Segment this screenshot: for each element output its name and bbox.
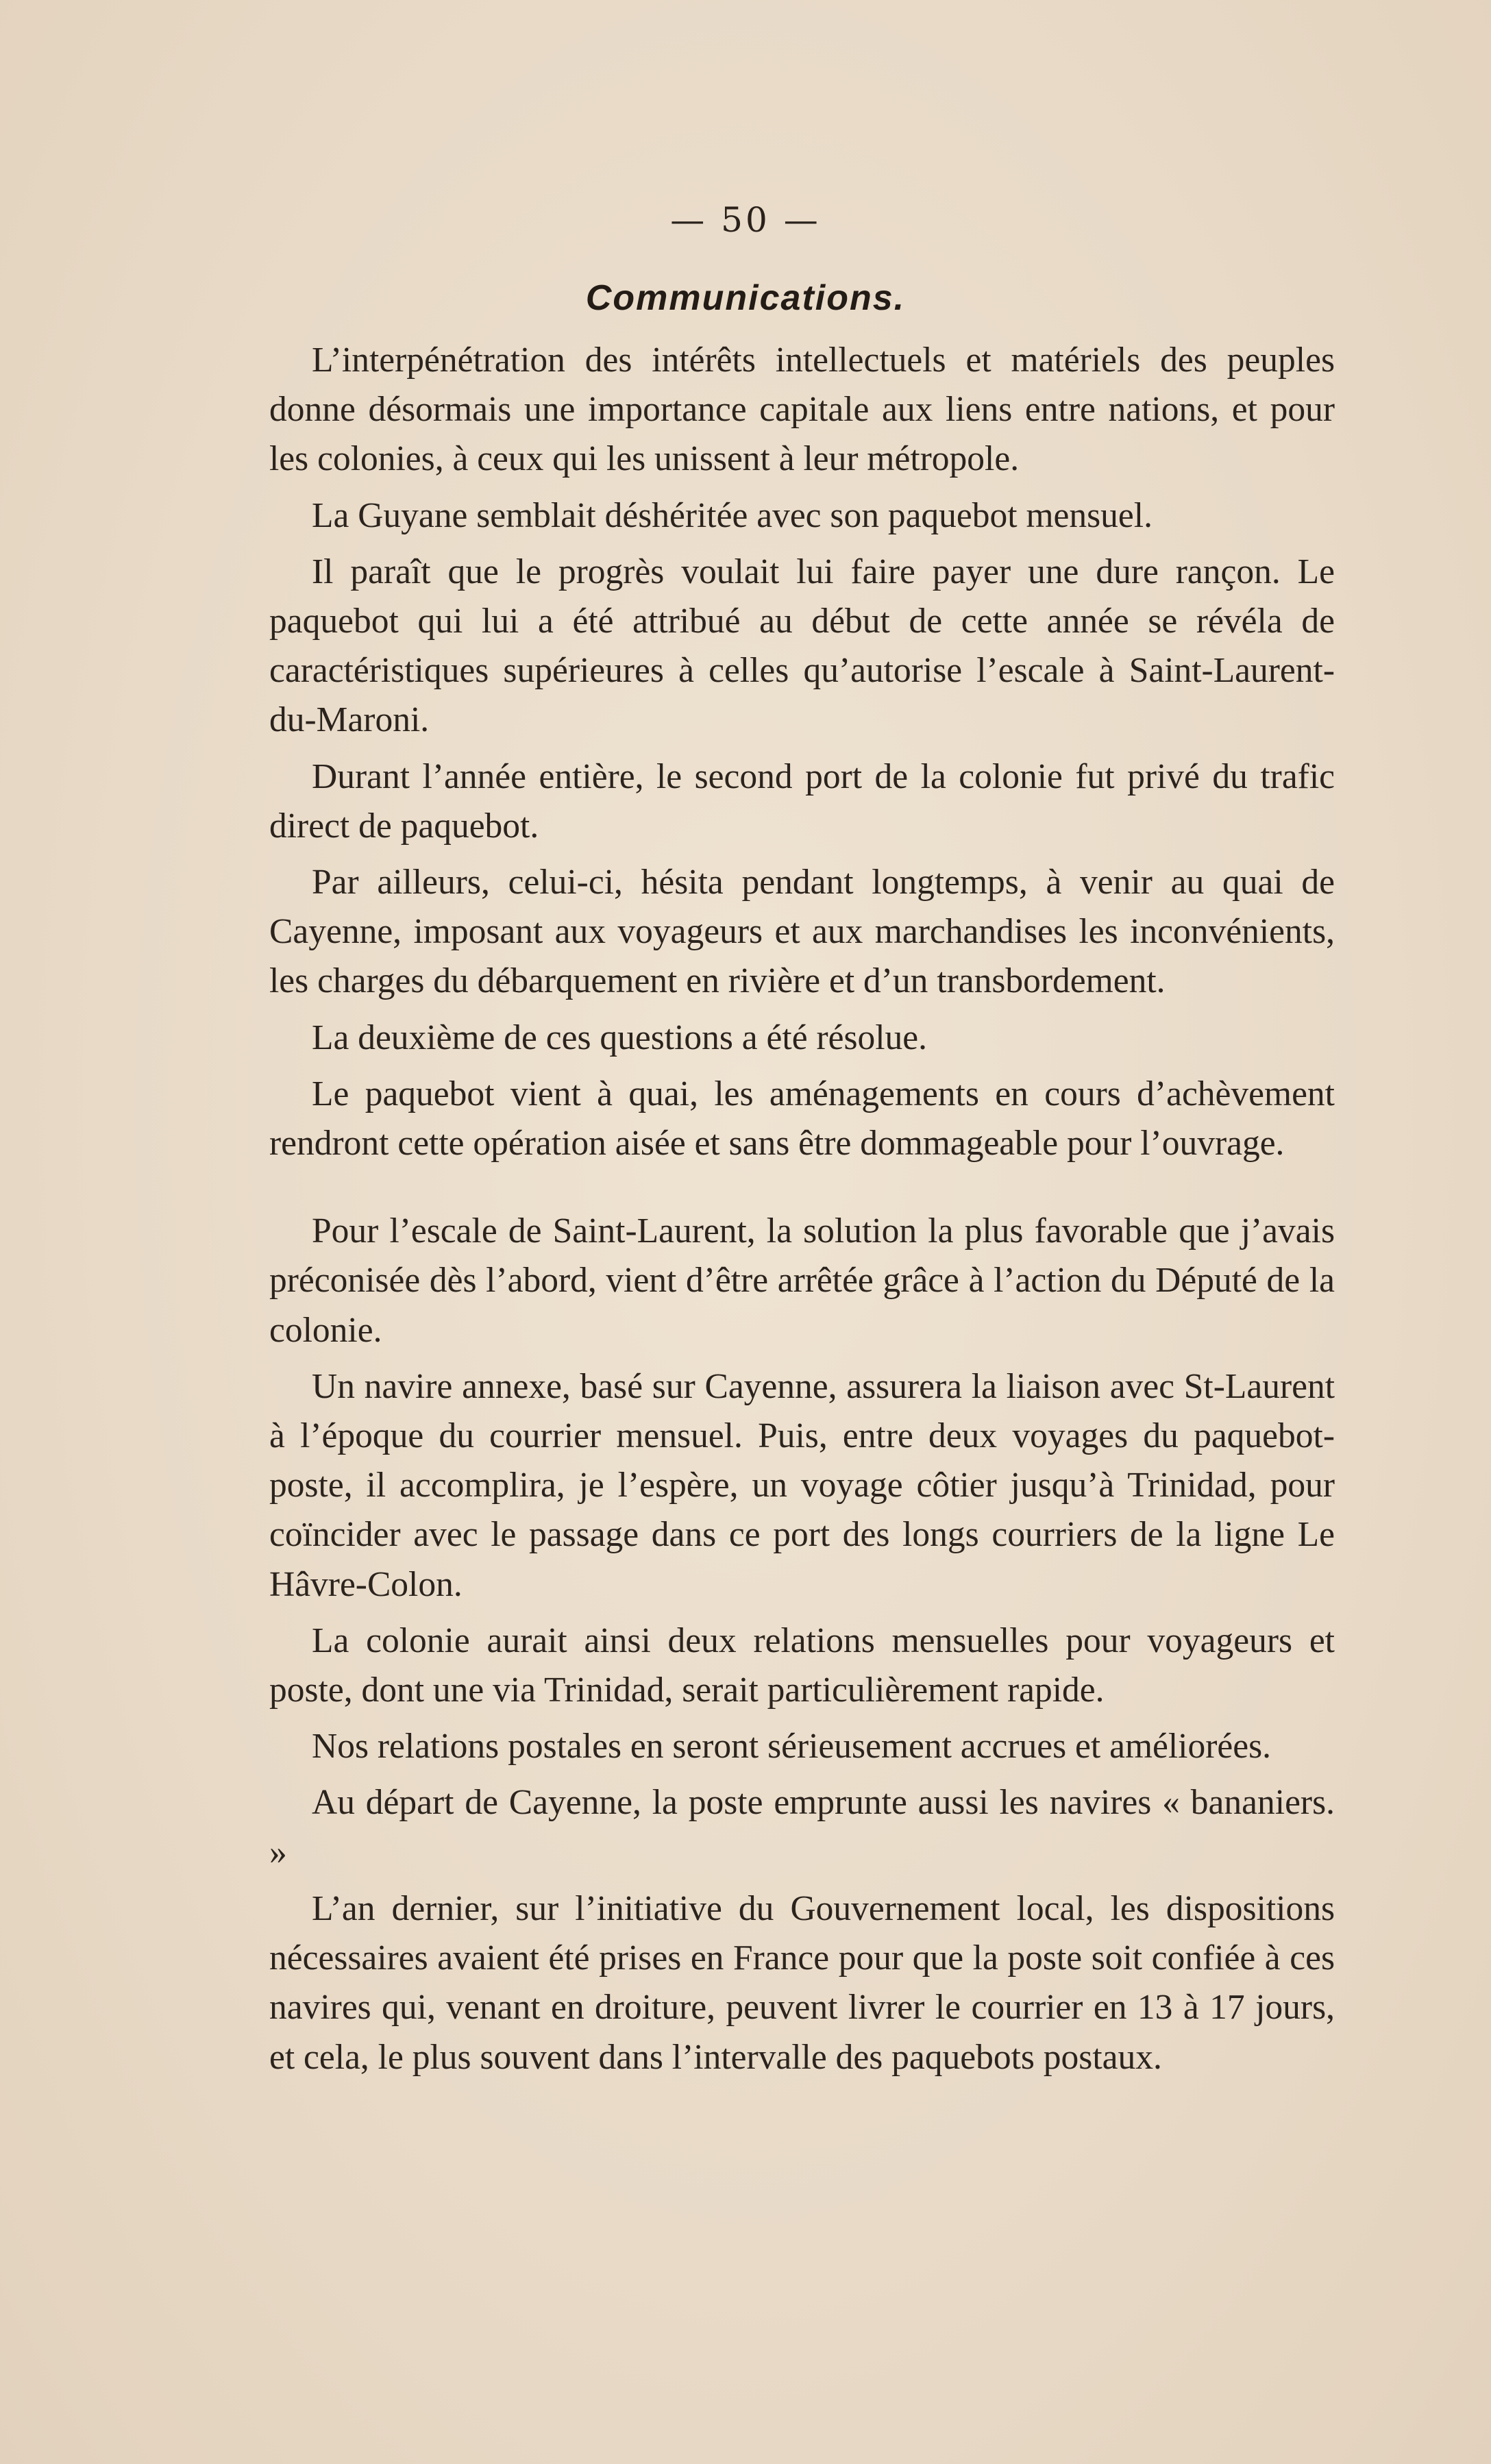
paragraph: Pour l’escale de Saint-Laurent, la solution la plus favorable que j’avais préconisée dès l’abord, vient d’être arrêtée grâce à l’action du Député de la colonie. [269, 1211, 1335, 1350]
paragraph: L’interpénétration des intérêts intellectuels et matériels des peuples donne désormais une importance capitale aux liens entre nations, et pour les colonies, à ceux qui les unissent à leur métropole. [269, 341, 1335, 479]
place-abbreviation: St-Laurent [1183, 1366, 1335, 1406]
paragraph: Le paquebot vient à quai, les aménagements en cours d’achèvement rendront cette opération aisée et sans être dommageable pour l’ouvrage. [269, 1074, 1335, 1163]
page-number: — 50 — [670, 200, 821, 240]
paragraph: Nos relations postales en seront sérieusement accrues et améliorées. [312, 1727, 1272, 1766]
body-text [269, 336, 1335, 2089]
paragraph: La colonie aurait ainsi deux relations mensuelles pour voyageurs et poste, dont une via Trinidad, serait particulièrement rapide. [269, 1621, 1335, 1710]
paragraph-text: à l’époque du courrier mensuel. Puis, entre deux voyages du paquebot-poste, il accomplira, je l’espère, un voyage côtier jusqu’à Trinidad, pour coïncider avec le passage dans ce port des longs courriers de la ligne Le Hâvre-Colon. [269, 1416, 1335, 1604]
paragraph-text: Un navire annexe, basé sur Cayenne, assurera la liaison avec [312, 1366, 1175, 1406]
paragraph: La deuxième de ces questions a été résolue. [312, 1018, 928, 1057]
paragraph: Il paraît que le progrès voulait lui faire payer une dure rançon. Le paquebot qui lui a été attribué au début de cette année se révéla de caractéristiques supérieures à celles qu’autorise l’escale à Saint-Laurent-du-Maroni. [269, 552, 1335, 740]
paragraph: La Guyane semblait déshéritée avec son paquebot mensuel. [312, 495, 1153, 535]
section-title: Communications. [585, 278, 906, 318]
paragraph: Par ailleurs, celui-ci, hésita pendant longtemps, à venir au quai de Cayenne, imposant aux voyageurs et aux marchandises les inconvénients, les charges du débarquement en rivière et d’un transbordement. [269, 863, 1335, 1001]
paragraph: Durant l’année entière, le second port de la colonie fut privé du trafic direct de paquebot. [269, 756, 1335, 846]
paragraph [269, 1362, 1335, 1610]
paragraph: L’an dernier, sur l’initiative du Gouvernement local, les dispositions nécessaires avaient été prises en France pour que la poste soit confiée à ces navires qui, venant en droiture, peuvent livrer le courrier en 13 à 17 jours, et cela, le plus souvent dans l’intervalle des paquebots postaux. [269, 1888, 1335, 2077]
paragraph: Au départ de Cayenne, la poste emprunte aussi les navires « bananiers. » [269, 1783, 1335, 1872]
